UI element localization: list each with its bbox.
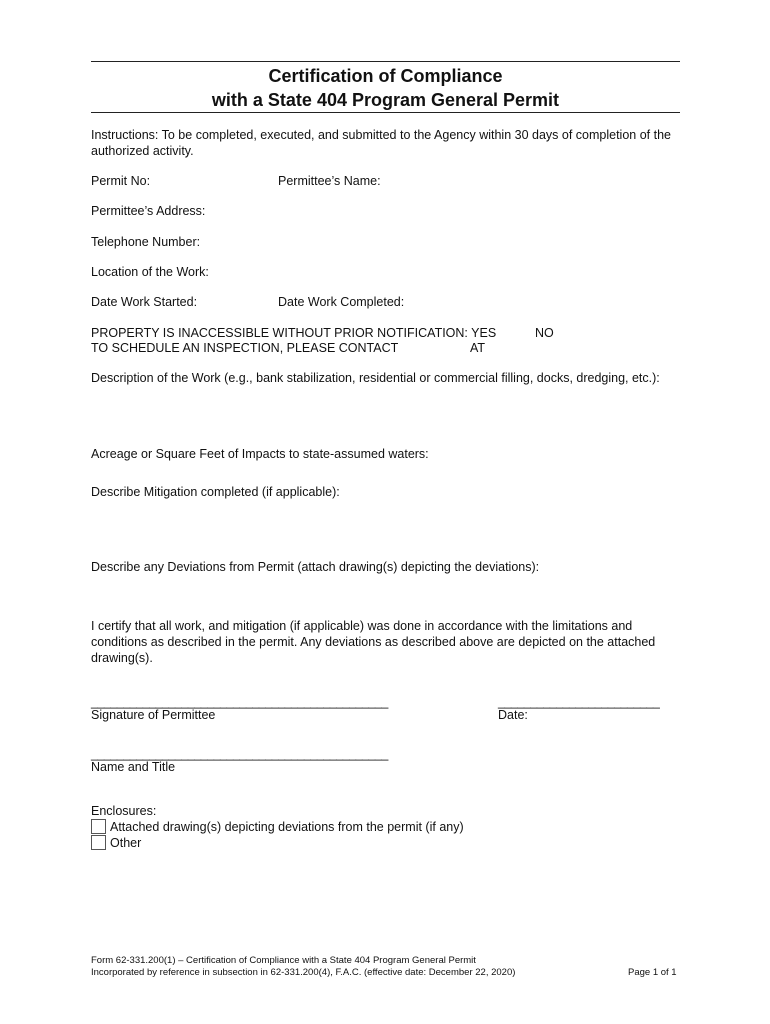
signature-line: ______________________________________________	[91, 695, 388, 709]
footer-page-number: Page 1 of 1	[628, 967, 677, 978]
certification-statement: I certify that all work, and mitigation (if applicable) was done in accordance with the limitations and conditions as described in the permit. Any deviations as described above are depicted on the attached drawing(s).	[91, 619, 656, 665]
permittee-address-label: Permittee’s Address:	[91, 204, 206, 218]
footer-reference-line: Incorporated by reference in subsection in 62-331.200(4), F.A.C. (effective date: December 22, 2020)	[91, 967, 516, 978]
enclosure-drawings-label: Attached drawing(s) depicting deviations from the permit (if any)	[110, 820, 464, 834]
enclosure-other-checkbox[interactable]	[91, 835, 106, 850]
property-notice-line1: PROPERTY IS INACCESSIBLE WITHOUT PRIOR NOTIFICATION: YES	[91, 326, 497, 340]
property-no-option: NO	[535, 326, 554, 340]
property-at-label: AT	[470, 341, 486, 355]
top-rule	[91, 61, 680, 62]
name-title-label: Name and Title	[91, 760, 176, 774]
telephone-label: Telephone Number:	[91, 235, 201, 249]
footer-form-line: Form 62-331.200(1) – Certification of Compliance with a State 404 Program General Permit	[91, 955, 476, 966]
location-label: Location of the Work:	[91, 265, 209, 279]
property-notice-line2: TO SCHEDULE AN INSPECTION, PLEASE CONTACT	[91, 341, 399, 355]
mitigation-label: Describe Mitigation completed (if applicable):	[91, 485, 340, 499]
date-started-label: Date Work Started:	[91, 295, 198, 309]
work-description-label: Description of the Work (e.g., bank stabilization, residential or commercial filling, docks, dredging, etc.):	[91, 371, 660, 385]
date-completed-label: Date Work Completed:	[278, 295, 405, 309]
enclosure-drawings-checkbox[interactable]	[91, 819, 106, 834]
signature-label: Signature of Permittee	[91, 708, 216, 722]
form-title-line2: with a State 404 Program General Permit	[211, 90, 560, 110]
instructions-text: Instructions: To be completed, executed, and submitted to the Agency within 30 days of completion of the authorized activity.	[91, 128, 671, 158]
title-bottom-rule	[91, 112, 680, 113]
enclosure-other-label: Other	[110, 836, 142, 850]
form-title-line1: Certification of Compliance	[268, 66, 503, 86]
enclosures-heading: Enclosures:	[91, 804, 157, 818]
deviations-label: Describe any Deviations from Permit (attach drawing(s) depicting the deviations):	[91, 560, 540, 574]
permittee-name-label: Permittee’s Name:	[278, 174, 381, 188]
date-line: _________________________	[498, 695, 660, 709]
name-title-line: ______________________________________________	[91, 747, 388, 761]
date-label: Date:	[498, 708, 528, 722]
acreage-label: Acreage or Square Feet of Impacts to state-assumed waters:	[91, 447, 429, 461]
permit-no-label: Permit No:	[91, 174, 151, 188]
